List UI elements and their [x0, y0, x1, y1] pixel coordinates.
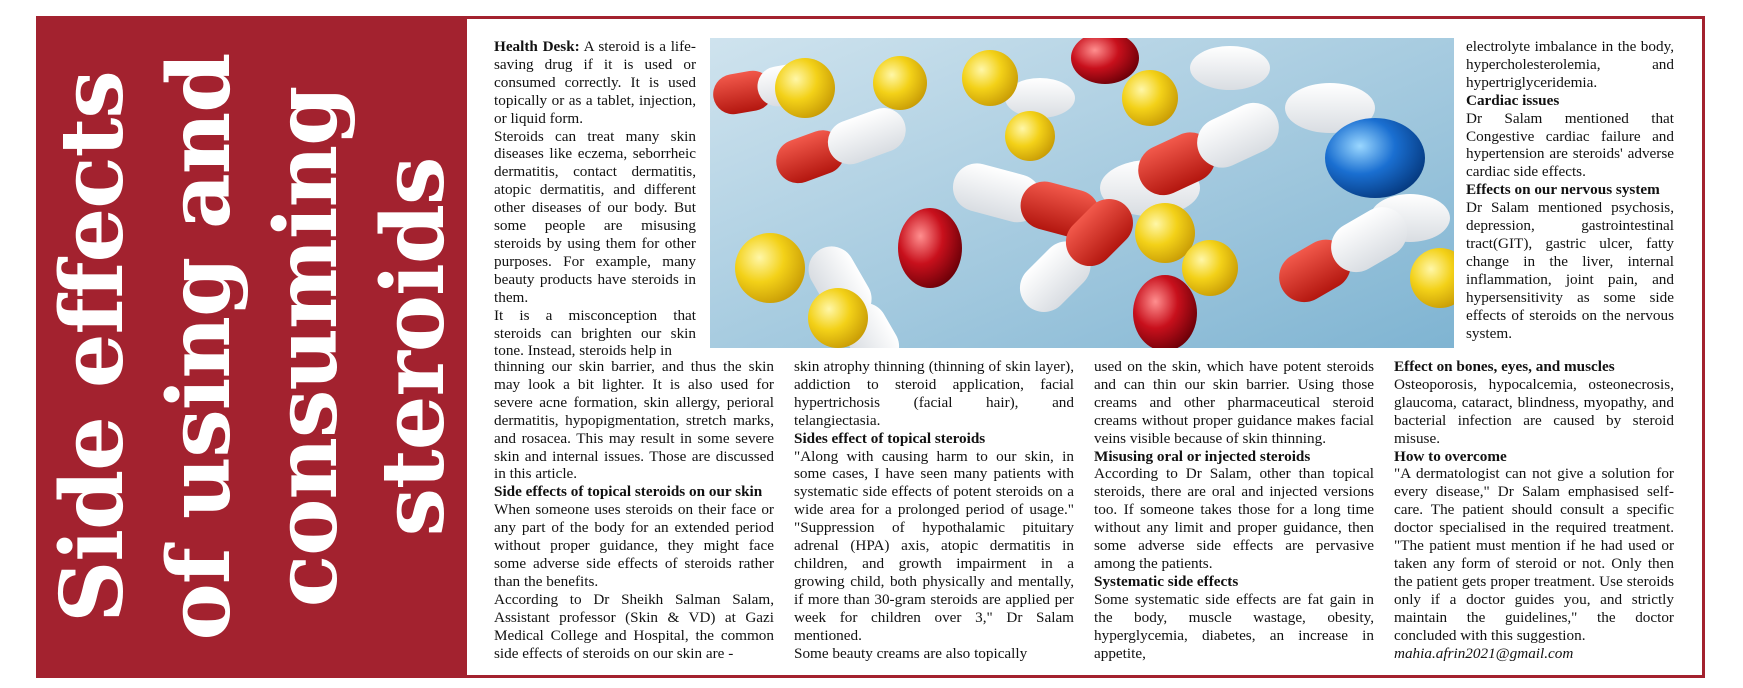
paragraph-overcome: "A dermatologist can not give a solution for every disease," Dr Salam emphasised self-care. The patient should consult a specific doctor specialised in the required treatment. "The patient must mention if he had used or taken any form of steroid or not. Only then the patient gets proper treatment. Use steroids only if a doctor guides you, and strictly maintain the guidelines," the doctor concluded with this suggestion. — [1394, 465, 1674, 644]
paragraph-creams: used on the skin, which have potent steroids and can thin our skin barrier. Using those creams and other pharmaceutical steroid creams without proper guidance makes facial veins visible because of skin thinning. — [1094, 358, 1374, 447]
column-4 — [1394, 358, 1674, 662]
paragraph-quote: "Along with causing harm to our skin, in some cases, I have seen many patients with systematic side effects of potent steroids on a wide area for a prolonged period of usage." "Suppression of hypothalamic pituitary adrenal (HPA) axis, atopic dermatitis in children, and growth impairment in a growing child, both physically and mentally, if more than 30-gram steroids are applied per week for children over 3," Dr Salam mentioned. — [794, 447, 1074, 644]
paragraph-cardiac: Dr Salam mentioned that Congestive cardiac failure and hypertension are steroids' adverse cardiac side effects. — [1466, 109, 1674, 181]
subhead-oral-injected: Misusing oral or injected steroids — [1094, 447, 1311, 465]
headline-line-3: consuming — [256, 86, 357, 608]
paragraph-skin-effects: skin atrophy thinning (thinning of skin layer), addiction to steroid application, facial hypertrichosis (facial hair), and telangiectasia. — [794, 358, 1074, 429]
column-3 — [1094, 358, 1374, 662]
paragraph-doctor-intro: According to Dr Sheikh Salman Salam, Assistant professor (Skin & VD) at Gazi Medical College and Hospital, the common side effects of steroids on our skin are - — [494, 590, 774, 662]
article-headline — [39, 27, 467, 667]
subhead-topical-skin: Side effects of topical steroids on our skin — [494, 483, 763, 501]
paragraph-extended-use: When someone uses steroids on their face or any part of the body for an extended period without proper guidance, they might face some adverse side effects of steroids rather than the benefits. — [494, 501, 774, 590]
paragraph-systematic: Some systematic side effects are fat gain in the body, muscle wastage, obesity, hyperglycemia, diabetes, an increase in appetite, — [1094, 590, 1374, 662]
subhead-bones-eyes-muscles: Effect on bones, eyes, and muscles — [1394, 358, 1615, 375]
paragraph-nervous-system: Dr Salam mentioned psychosis, depression, gastrointestinal tract(GIT), gastric ulcer, fatty change in the liver, internal inflammation, joint pain, and hypersensitivity as some side effects of steroids on the nervous system. — [1466, 199, 1674, 342]
subhead-overcome: How to overcome — [1394, 447, 1507, 465]
headline-line-2: of using and — [149, 53, 250, 641]
paragraph-bones: Osteoporosis, hypocalcemia, osteonecrosis, glaucoma, cataract, blindness, myopathy, and bacterial infection are caused by steroid misuse. — [1394, 375, 1674, 447]
column-4-top — [1466, 38, 1674, 342]
paragraph-intro: A steroid is a life-saving drug if it is used or consumed correctly. It is used topically or as a tablet, injection, or liquid form. — [494, 38, 696, 127]
paragraph-electrolyte: electrolyte imbalance in the body, hypercholesterolemia, and hypertriglyceridemia. — [1466, 38, 1674, 91]
paragraph-treatments: Steroids can treat many skin diseases like eczema, seborrheic dermatitis, contact dermatitis, atopic dermatitis, and different other diseases of our body. But some people are misusing steroids by using them for other purposes. For example, many beauty products have steroids in them. — [494, 127, 696, 306]
subhead-systematic: Systematic side effects — [1094, 572, 1239, 590]
paragraph-misconception: It is a misconception that steroids can brighten our skin tone. Instead, steroids help in — [494, 306, 696, 360]
paragraph-beauty-creams: Some beauty creams are also topically — [794, 644, 1028, 662]
subhead-nervous-system: Effects on our nervous system — [1466, 181, 1660, 199]
paragraph-skin-barrier: thinning our skin barrier, and thus the skin may look a bit lighter. It is also used for severe acne formation, skin allergy, perioral dermatitis, hypopigmentation, stretch marks, and rosacea. This may result in some severe skin and internal issues. Those are discussed in this article. — [494, 358, 774, 483]
dateline: Health Desk: — [494, 38, 580, 55]
author-email[interactable]: mahia.afrin2021@gmail.com — [1394, 644, 1574, 662]
headline-line-4: steroids — [363, 157, 464, 537]
subhead-topical-steroids: Sides effect of topical steroids — [794, 429, 986, 447]
column-2 — [794, 358, 1074, 662]
column-1 — [494, 358, 774, 662]
column-1-top — [494, 38, 696, 360]
pills-illustration — [710, 38, 1454, 348]
paragraph-oral-injected: According to Dr Salam, other than topical steroids, there are oral and injected versions too. If someone takes those for a long time without any limit and proper guidance, then some adverse side effects are pervasive among the patients. — [1094, 465, 1374, 572]
headline-line-1: Side effects — [42, 71, 143, 623]
subhead-cardiac: Cardiac issues — [1466, 91, 1560, 109]
headline-panel — [39, 19, 467, 675]
pills-photo — [710, 38, 1454, 348]
